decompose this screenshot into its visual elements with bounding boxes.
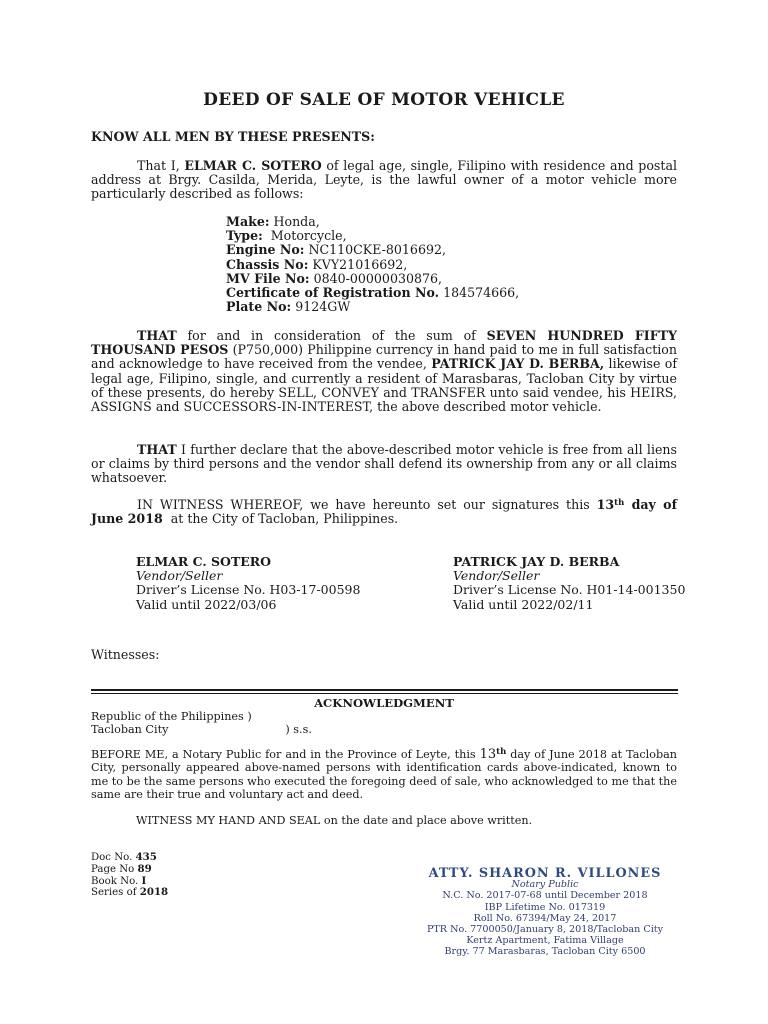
p2-text-b: (P750,000) Philippine currency in hand paid to me in full satisfaction and acknowledge to have received from the vendee, [91,342,677,372]
notary-line-4: PTR No. 7700050/January 8, 2018/Tacloban City [426,924,664,936]
doc-no-label: Doc No. [91,852,136,863]
witness-hand-seal: WITNESS MY HAND AND SEAL on the date and place above written. [136,814,533,827]
venue-line-1: Republic of the Philippines ) [91,710,252,723]
notary-line-3: Roll No. 67394/May 24, 2017 [473,912,617,924]
series-of [91,887,168,899]
amount-words: SEVEN HUNDRED FIFTY THOUSAND PESOS [91,328,677,358]
vehicle-type [226,229,519,243]
p3-text: I further declare that the above-described motor vehicle is free from all liens or claims by third persons and the vendor shall defend its ownership from any or all claims whatsoever. [91,442,677,486]
vehicle-plate-value: 9124GW [291,299,351,315]
p3-that: THAT [137,442,177,457]
vehicle-mv-file-label: MV File No: [226,270,310,286]
p4-text-a: IN WITNESS WHEREOF, we have hereunto set our signatures this [137,497,597,512]
vehicle-engine [226,243,519,257]
vehicle-mv-file [226,272,519,286]
notary-title: Notary Public [511,879,579,891]
section-divider-thick [91,689,678,691]
p2-text-c: likewise of legal age, Filipino, single, and currently a resident of Marasbaras, Tacloban City by virtue of these presents, do hereby SELL, CONVEY and TRANSFER unto said vendee, his HEIRS, ASSIGNS and SUCCESSORS-IN-INTEREST, the above described motor vehicle. [91,356,677,415]
signatory-seller-role: Vendor/Seller [136,568,223,584]
signatory-buyer-role: Vendor/Seller [453,568,540,584]
vehicle-plate [226,300,519,314]
vehicle-cr [226,286,519,300]
signatory-seller-name: ELMAR C. SOTERO [136,554,272,569]
consideration-paragraph [91,329,677,414]
vehicle-details [226,215,519,314]
notary-block [380,868,710,958]
signatory-buyer [453,555,685,612]
vehicle-make [226,215,519,229]
vehicle-chassis-value: KVY21016692, [308,256,408,272]
section-divider-thin [91,693,678,694]
witnesses-label: Witnesses: [91,647,160,662]
vehicle-make-value: Honda, [269,214,320,229]
ack-text-a: BEFORE ME, a Notary Public for and in the Province of Leyte, this [91,748,480,761]
vehicle-type-value: Motorcycle, [262,228,347,244]
warranty-paragraph [91,443,677,486]
p1-text-a: That I, [137,158,185,173]
vehicle-cr-value: 184574666, [439,285,520,301]
notary-line-1: N.C. No. 2017-07-68 until December 2018 [442,890,648,902]
vehicle-chassis-label: Chassis No: [226,256,309,272]
vehicle-type-label: Type: [226,228,263,244]
p4-day-of: day of [624,497,677,512]
witness-whereof-paragraph [91,498,677,526]
signatory-seller [136,555,360,612]
acknowledgment-paragraph [91,748,677,802]
venue-block [91,710,312,737]
venue-line-2 [91,723,312,736]
p2-text-a: for and in consideration of the sum of [176,328,487,343]
venue-ss: ) s.s. [285,723,312,737]
p4-month: June 2018 [91,511,163,527]
vehicle-engine-label: Engine No: [226,242,305,258]
doc-references [91,852,168,899]
ack-day-suffix: th [496,747,507,757]
document-title: DEED OF SALE OF MOTOR VEHICLE [203,90,565,110]
signatory-seller-license: Driver’s License No. H03-17-00598 [136,582,361,598]
p1-text-b: of legal age, single, Filipino with residence and postal address at Brgy. Casilda, Merida, Leyte, is the lawful owner of a motor vehicle more particularly described as follows: [91,158,677,202]
ack-text-b: day of June 2018 at Tacloban City, personally appeared above-named persons with identification cards above-indicated, known to me to be the same persons who executed the foregoing deed of sale, who acknowledged to me that the same are their true and voluntary act and deed. [91,748,677,802]
intro-heading: KNOW ALL MEN BY THESE PRESENTS: [91,129,375,144]
notary-line-6: Brgy. 77 Marasbaras, Tacloban City 6500 [444,946,646,958]
acknowledgment-heading: ACKNOWLEDGMENT [314,696,454,710]
seller-paragraph [91,159,677,202]
seller-name: ELMAR C. SOTERO [184,158,322,173]
vehicle-engine-value: NC110CKE-8016692, [304,242,446,258]
vehicle-mv-file-value: 0840-00000030876, [309,270,443,286]
venue-city: Tacloban City [91,723,169,737]
signatory-buyer-license: Driver’s License No. H01-14-001350 [453,582,686,598]
page-no [91,864,168,876]
notary-line-5: Kertz Apartment, Fatima Village [466,935,624,947]
vehicle-chassis [226,258,519,272]
signatory-seller-valid: Valid until 2022/03/06 [136,596,277,612]
book-no-label: Book No. [91,875,142,887]
book-no-value: I [141,874,147,887]
p4-text-b: at the City of Tacloban, Philippines. [162,511,399,527]
vehicle-make-label: Make: [226,214,270,229]
p2-that: THAT [137,328,177,343]
signatory-buyer-valid: Valid until 2022/02/11 [453,596,594,612]
p4-day: 13 [596,497,615,512]
signatory-buyer-name: PATRICK JAY D. BERBA [453,554,620,569]
series-value: 2018 [139,886,169,899]
vehicle-cr-label: Certificate of Registration No. [226,285,440,301]
page-no-value: 89 [137,862,152,875]
vehicle-plate-label: Plate No: [226,299,292,315]
ack-day: 13 [479,747,497,762]
notary-line-2: IBP Lifetime No. 017319 [484,901,606,913]
doc-no-value: 435 [135,851,157,863]
series-label: Series of [91,887,140,899]
notary-name: ATTY. SHARON R. VILLONES [428,866,662,881]
p4-day-suffix: th [614,498,625,508]
buyer-name: PATRICK JAY D. BERBA, [431,356,605,372]
page-no-label: Page No [91,863,138,875]
doc-no [91,852,168,864]
